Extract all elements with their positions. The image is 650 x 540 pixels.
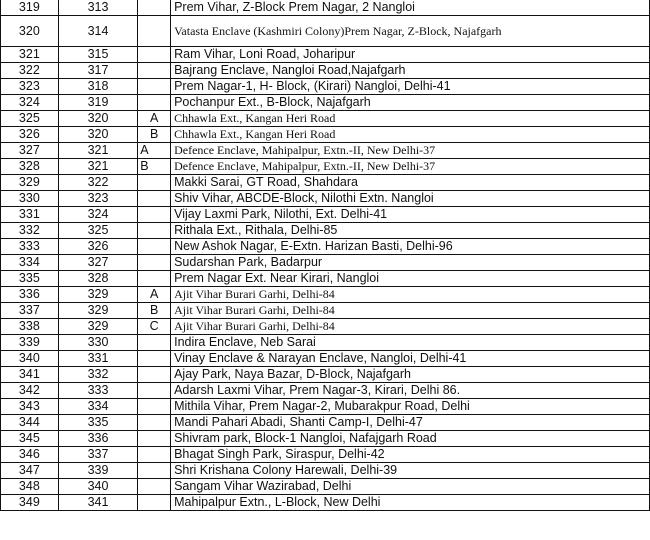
table-row	[1, 95, 650, 111]
serial-number-cell: 330	[1, 191, 59, 207]
old-number-cell: 313	[58, 0, 138, 16]
suffix-cell	[138, 415, 171, 431]
serial-number-cell: 324	[1, 95, 59, 111]
colony-name-cell: Makki Sarai, GT Road, Shahdara	[171, 175, 650, 191]
old-number-cell: 321	[58, 143, 138, 159]
table-row	[1, 447, 650, 463]
table-row	[1, 143, 650, 159]
suffix-cell	[138, 47, 171, 63]
suffix-cell	[138, 271, 171, 287]
colony-name-cell: Ajit Vihar Burari Garhi, Delhi-84	[171, 319, 650, 335]
suffix-cell: B	[138, 303, 171, 319]
old-number-cell: 329	[58, 303, 138, 319]
colony-name-cell: Prem Vihar, Z-Block Prem Nagar, 2 Nangloi	[171, 0, 650, 16]
serial-number-cell: 337	[1, 303, 59, 319]
old-number-cell: 321	[58, 159, 138, 175]
table-row	[1, 351, 650, 367]
table-row	[1, 207, 650, 223]
colony-name-cell: Vatasta Enclave (Kashmiri Colony)Prem Nagar, Z-Block, Najafgarh	[171, 16, 650, 47]
old-number-cell: 336	[58, 431, 138, 447]
colony-name-cell: Ram Vihar, Loni Road, Joharipur	[171, 47, 650, 63]
old-number-cell: 320	[58, 127, 138, 143]
old-number-cell: 340	[58, 479, 138, 495]
colony-name-cell: Chhawla Ext., Kangan Heri Road	[171, 127, 650, 143]
suffix-cell: C	[138, 319, 171, 335]
suffix-cell	[138, 223, 171, 239]
colony-name-cell: Shiv Vihar, ABCDE-Block, Nilothi Extn. Nangloi	[171, 191, 650, 207]
old-number-cell: 327	[58, 255, 138, 271]
old-number-cell: 319	[58, 95, 138, 111]
serial-number-cell: 349	[1, 495, 59, 511]
colony-name-cell: Pochanpur Ext., B-Block, Najafgarh	[171, 95, 650, 111]
serial-number-cell: 338	[1, 319, 59, 335]
colony-name-cell: Bhagat Singh Park, Siraspur, Delhi-42	[171, 447, 650, 463]
colony-name-cell: Shivram park, Block-1 Nangloi, Nafajgarh Road	[171, 431, 650, 447]
suffix-cell: B	[138, 159, 171, 175]
colony-name-cell: Defence Enclave, Mahipalpur, Extn.-II, New Delhi-37	[171, 159, 650, 175]
table-body	[1, 0, 650, 511]
table-row	[1, 287, 650, 303]
old-number-cell: 317	[58, 63, 138, 79]
table-row	[1, 271, 650, 287]
old-number-cell: 330	[58, 335, 138, 351]
table-row	[1, 399, 650, 415]
old-number-cell: 325	[58, 223, 138, 239]
suffix-cell	[138, 335, 171, 351]
serial-number-cell: 336	[1, 287, 59, 303]
serial-number-cell: 328	[1, 159, 59, 175]
suffix-cell: A	[138, 287, 171, 303]
suffix-cell	[138, 447, 171, 463]
suffix-cell	[138, 367, 171, 383]
colony-name-cell: Ajit Vihar Burari Garhi, Delhi-84	[171, 303, 650, 319]
suffix-cell	[138, 383, 171, 399]
suffix-cell	[138, 351, 171, 367]
suffix-cell	[138, 463, 171, 479]
old-number-cell: 339	[58, 463, 138, 479]
table-row	[1, 463, 650, 479]
old-number-cell: 335	[58, 415, 138, 431]
table-row	[1, 495, 650, 511]
serial-number-cell: 325	[1, 111, 59, 127]
serial-number-cell: 334	[1, 255, 59, 271]
serial-number-cell: 326	[1, 127, 59, 143]
suffix-cell	[138, 0, 171, 16]
serial-number-cell: 340	[1, 351, 59, 367]
table-row	[1, 255, 650, 271]
colony-name-cell: Ajay Park, Naya Bazar, D-Block, Najafgarh	[171, 367, 650, 383]
old-number-cell: 333	[58, 383, 138, 399]
colony-name-cell: Sangam Vihar Wazirabad, Delhi	[171, 479, 650, 495]
colony-name-cell: Indira Enclave, Neb Sarai	[171, 335, 650, 351]
colony-name-cell: Prem Nagar-1, H- Block, (Kirari) Nangloi, Delhi-41	[171, 79, 650, 95]
suffix-cell	[138, 479, 171, 495]
serial-number-cell: 347	[1, 463, 59, 479]
table-row	[1, 303, 650, 319]
old-number-cell: 315	[58, 47, 138, 63]
suffix-cell	[138, 175, 171, 191]
colony-name-cell: Rithala Ext., Rithala, Delhi-85	[171, 223, 650, 239]
table-row	[1, 0, 650, 16]
table-row	[1, 159, 650, 175]
old-number-cell: 329	[58, 287, 138, 303]
suffix-cell	[138, 63, 171, 79]
old-number-cell: 337	[58, 447, 138, 463]
serial-number-cell: 343	[1, 399, 59, 415]
serial-number-cell: 345	[1, 431, 59, 447]
serial-number-cell: 323	[1, 79, 59, 95]
table-row	[1, 415, 650, 431]
colony-name-cell: Defence Enclave, Mahipalpur, Extn.-II, New Delhi-37	[171, 143, 650, 159]
suffix-cell	[138, 191, 171, 207]
suffix-cell	[138, 207, 171, 223]
table-row	[1, 479, 650, 495]
suffix-cell: A	[138, 111, 171, 127]
suffix-cell	[138, 95, 171, 111]
old-number-cell: 320	[58, 111, 138, 127]
colony-name-cell: Mithila Vihar, Prem Nagar-2, Mubarakpur Road, Delhi	[171, 399, 650, 415]
serial-number-cell: 348	[1, 479, 59, 495]
colony-name-cell: Prem Nagar Ext. Near Kirari, Nangloi	[171, 271, 650, 287]
table-row	[1, 319, 650, 335]
suffix-cell: A	[138, 143, 171, 159]
suffix-cell	[138, 255, 171, 271]
serial-number-cell: 329	[1, 175, 59, 191]
serial-number-cell: 346	[1, 447, 59, 463]
serial-number-cell: 341	[1, 367, 59, 383]
suffix-cell	[138, 399, 171, 415]
old-number-cell: 331	[58, 351, 138, 367]
serial-number-cell: 327	[1, 143, 59, 159]
serial-number-cell: 342	[1, 383, 59, 399]
table-row	[1, 239, 650, 255]
table-row	[1, 47, 650, 63]
old-number-cell: 314	[58, 16, 138, 47]
serial-number-cell: 333	[1, 239, 59, 255]
table-row	[1, 335, 650, 351]
old-number-cell: 322	[58, 175, 138, 191]
old-number-cell: 329	[58, 319, 138, 335]
serial-number-cell: 332	[1, 223, 59, 239]
serial-number-cell: 335	[1, 271, 59, 287]
table-row	[1, 191, 650, 207]
colony-name-cell: Adarsh Laxmi Vihar, Prem Nagar-3, Kirari, Delhi 86.	[171, 383, 650, 399]
serial-number-cell: 319	[1, 0, 59, 16]
colony-name-cell: Chhawla Ext., Kangan Heri Road	[171, 111, 650, 127]
old-number-cell: 318	[58, 79, 138, 95]
old-number-cell: 341	[58, 495, 138, 511]
serial-number-cell: 344	[1, 415, 59, 431]
table-row	[1, 431, 650, 447]
old-number-cell: 332	[58, 367, 138, 383]
table-row	[1, 383, 650, 399]
colony-name-cell: Vinay Enclave & Narayan Enclave, Nangloi, Delhi-41	[171, 351, 650, 367]
old-number-cell: 334	[58, 399, 138, 415]
table-row	[1, 127, 650, 143]
suffix-cell	[138, 239, 171, 255]
colony-name-cell: New Ashok Nagar, E-Extn. Harizan Basti, Delhi-96	[171, 239, 650, 255]
colony-name-cell: Sudarshan Park, Badarpur	[171, 255, 650, 271]
old-number-cell: 328	[58, 271, 138, 287]
serial-number-cell: 331	[1, 207, 59, 223]
colony-name-cell: Mandi Pahari Abadi, Shanti Camp-I, Delhi-47	[171, 415, 650, 431]
serial-number-cell: 320	[1, 16, 59, 47]
table-row	[1, 367, 650, 383]
colony-name-cell: Vijay Laxmi Park, Nilothi, Ext. Delhi-41	[171, 207, 650, 223]
old-number-cell: 324	[58, 207, 138, 223]
old-number-cell: 323	[58, 191, 138, 207]
table-row	[1, 63, 650, 79]
table-row	[1, 79, 650, 95]
suffix-cell	[138, 431, 171, 447]
suffix-cell: B	[138, 127, 171, 143]
table-row	[1, 175, 650, 191]
suffix-cell	[138, 16, 171, 47]
old-number-cell: 326	[58, 239, 138, 255]
table-row	[1, 223, 650, 239]
serial-number-cell: 322	[1, 63, 59, 79]
serial-number-cell: 321	[1, 47, 59, 63]
colony-name-cell: Bajrang Enclave, Nangloi Road,Najafgarh	[171, 63, 650, 79]
colony-name-cell: Shri Krishana Colony Harewali, Delhi-39	[171, 463, 650, 479]
serial-number-cell: 339	[1, 335, 59, 351]
colony-name-cell: Mahipalpur Extn., L-Block, New Delhi	[171, 495, 650, 511]
colony-name-cell: Ajit Vihar Burari Garhi, Delhi-84	[171, 287, 650, 303]
suffix-cell	[138, 495, 171, 511]
table-row	[1, 16, 650, 47]
suffix-cell	[138, 79, 171, 95]
table-row	[1, 111, 650, 127]
